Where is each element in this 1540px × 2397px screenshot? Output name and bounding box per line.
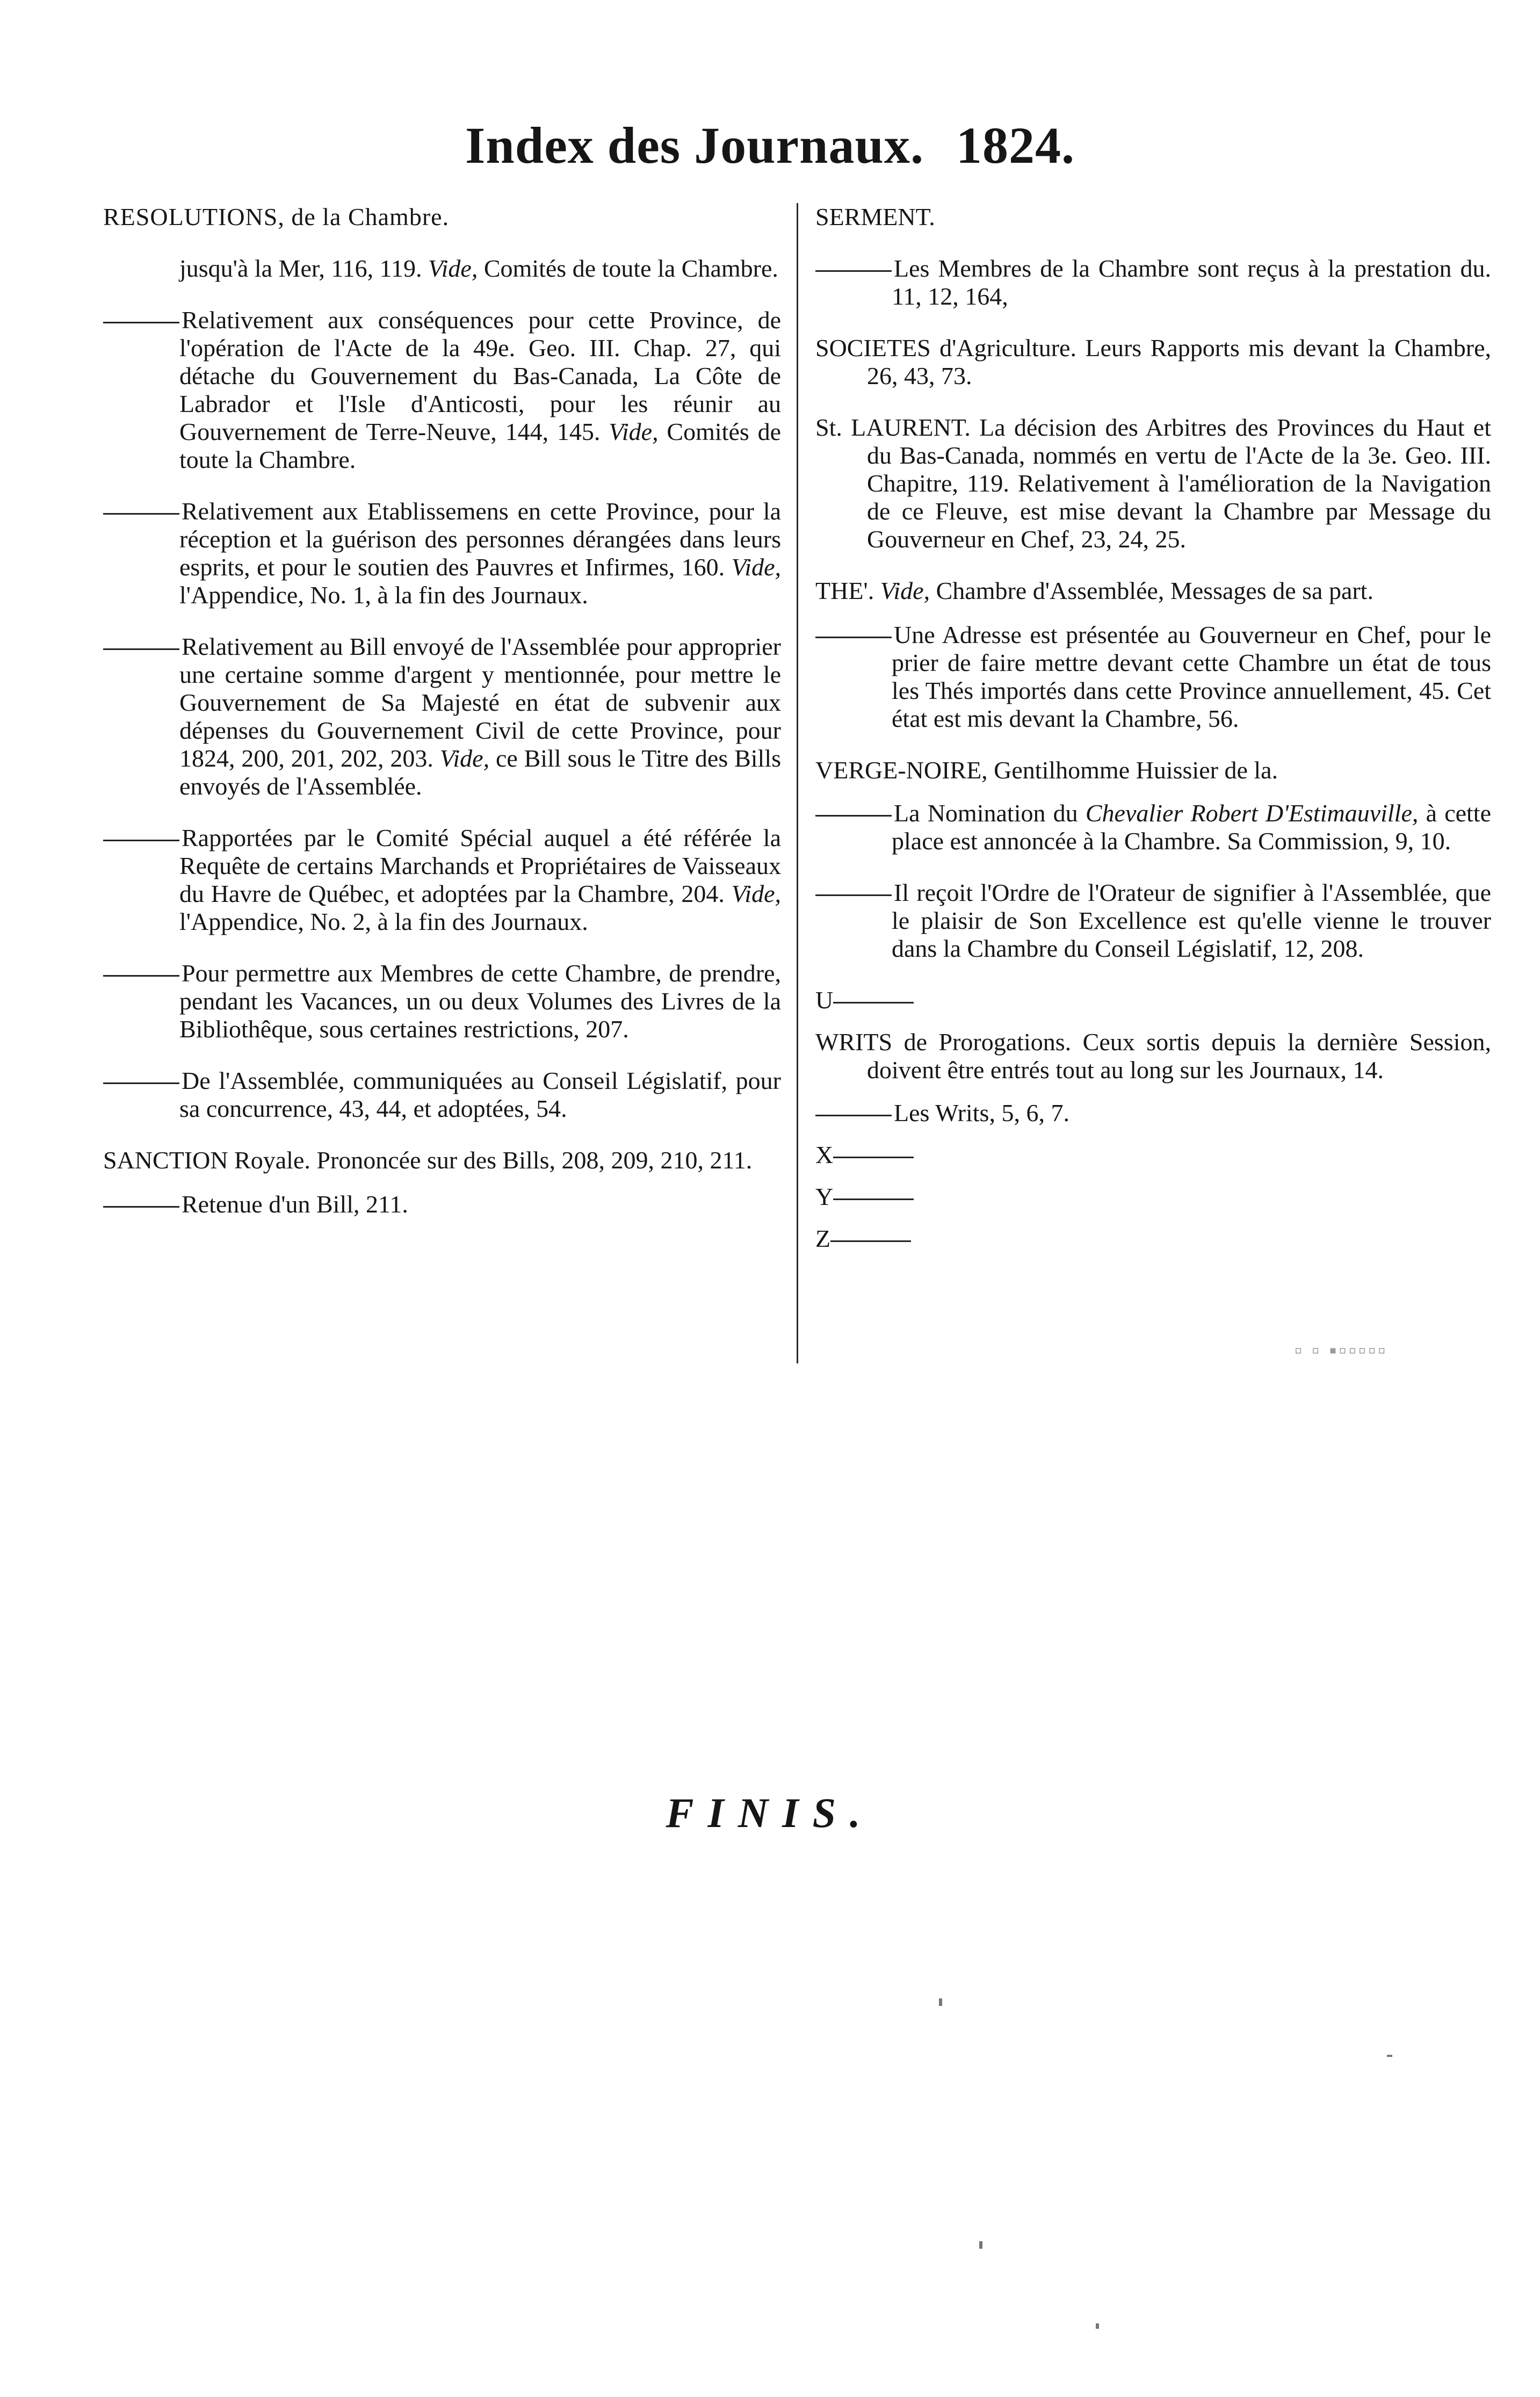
dash-rule — [103, 648, 179, 650]
faded-library-stamp: ▫ ▫ ▪▫▫▫▫▫ — [1295, 1338, 1388, 1362]
writs-heading: WRITS de Prorogations. Ceux sortis depuis la dernière Session, doivent être entrés tout au long sur les Journaux, 14. — [815, 1028, 1491, 1084]
the-entry: Une Adresse est présentée au Gouverneur en Chef, pour le prier de faire mettre devant cette Chambre un état de tous les Thés importés dans cette Province annuellement, 45. Cet état est mis devant la Chambre, 56. — [815, 621, 1491, 733]
resolutions-entry-labrador: Relativement aux conséquences pour cette Province, de l'opération de l'Acte de la 49e. Geo. III. Chap. 27, qui détache du Gouvernement du Bas-Canada, La Côte de Labrador et l'Isle d'Anticosti, pour les réunir au Gouvernement de Terre-Neuve, 144, 145. Vide, Comités de toute la Chambre. — [103, 306, 781, 474]
dash-rule — [833, 1002, 914, 1003]
left-column — [103, 203, 781, 1242]
st-laurent-heading: St. LAURENT. La décision des Arbitres des Provinces du Haut et du Bas-Canada, nommés en vertu de l'Acte de la 3e. Geo. III. Chapitre, 119. Relativement à l'amélioration de la Navigation de ce Fleuve, est mise devant la Chambre par Message du Gouverneur en Chef, 23, 24, 25. — [815, 414, 1492, 553]
paper-speck — [979, 2241, 982, 2249]
dash-rule — [833, 1157, 914, 1158]
the-heading: THE'. Vide, Chambre d'Assemblée, Messages de sa part. — [815, 577, 1373, 604]
dash-rule — [103, 1206, 179, 1208]
resolutions-entry-assemblee: De l'Assemblée, communiquées au Conseil Législatif, pour sa concurrence, 43, 44, et adoptées, 54. — [103, 1067, 781, 1123]
column-divider — [797, 203, 798, 1363]
finis-text: FINIS. — [666, 1789, 874, 1836]
paper-speck — [939, 1998, 942, 2006]
paper-speck — [1387, 2055, 1392, 2057]
paper-speck — [1096, 2323, 1099, 2329]
dash-rule — [833, 1198, 914, 1200]
societes-heading: SOCIETES d'Agriculture. Leurs Rapports mis devant la Chambre, 26, 43, 73. — [815, 334, 1491, 389]
serment-entry: Les Membres de la Chambre sont reçus à la prestation du. 11, 12, 164, — [815, 255, 1491, 311]
letter-x: X — [815, 1141, 1491, 1169]
letter-y: Y — [815, 1183, 1491, 1211]
resolutions-entry-bibliotheque: Pour permettre aux Membres de cette Chambre, de prendre, pendant les Vacances, un ou deux Volumes des Livres de la Bibliothêque, sous certaines restrictions, 207. — [103, 959, 781, 1043]
resolutions-heading: RESOLUTIONS, de la Chambre. — [103, 203, 450, 230]
resolutions-continuation: jusqu'à la Mer, 116, 119. Vide, Comités de toute la Chambre. — [179, 255, 778, 282]
resolutions-entry-marchands: Rapportées par le Comité Spécial auquel a été référée la Requête de certains Marchands et Propriétaires de Vaisseaux du Havre de Québec, et adoptées par la Chambre, 204. Vide, l'Appendice, No. 2, à la fin des Journaux. — [103, 824, 781, 936]
dash-rule — [815, 1115, 892, 1116]
dash-rule — [815, 815, 892, 817]
title-year: 1824. — [956, 117, 1075, 174]
dash-rule — [103, 840, 179, 841]
dash-rule — [815, 637, 892, 638]
dash-rule — [815, 270, 892, 272]
dash-rule — [103, 1082, 179, 1084]
right-column — [815, 203, 1491, 1267]
serment-heading: SERMENT. — [815, 203, 935, 230]
dash-rule — [103, 513, 179, 515]
dash-rule — [815, 894, 892, 896]
sanction-entry: Retenue d'un Bill, 211. — [103, 1190, 781, 1218]
dash-rule — [103, 322, 179, 323]
verge-noire-heading: VERGE-NOIRE, Gentilhomme Huissier de la. — [815, 756, 1278, 784]
title-text: Index des Journaux. — [465, 117, 924, 174]
page-title — [0, 115, 1540, 175]
letter-z: Z — [815, 1225, 1491, 1253]
letter-u: U — [815, 986, 1491, 1014]
resolutions-entry-bill: Relativement au Bill envoyé de l'Assemblée pour approprier une certaine somme d'argent y mentionnée, pour mettre le Gouvernement de Sa Majesté en état de subvenir aux dépenses du Gouvernement Civil de cette Province, pour 1824, 200, 201, 202, 203. Vide, ce Bill sous le Titre des Bills envoyés de l'Assemblée. — [103, 633, 781, 800]
dash-rule — [103, 975, 179, 977]
sanction-heading: SANCTION Royale. Prononcée sur des Bills, 208, 209, 210, 211. — [103, 1146, 753, 1174]
writs-entry: Les Writs, 5, 6, 7. — [815, 1099, 1491, 1127]
verge-noire-entry-nomination: La Nomination du Chevalier Robert D'Estimauville, à cette place est annoncée à la Chambre. Sa Commission, 9, 10. — [815, 799, 1491, 855]
verge-noire-entry-ordre: Il reçoit l'Ordre de l'Orateur de signifier à l'Assemblée, que le plaisir de Son Excellence est qu'elle vienne le trouver dans la Chambre du Conseil Législatif, 12, 208. — [815, 879, 1491, 963]
resolutions-entry-etablissemens: Relativement aux Etablissemens en cette Province, pour la réception et la guérison des personnes dérangées dans leurs esprits, et pour le soutien des Pauvres et Infirmes, 160. Vide, l'Appendice, No. 1, à la fin des Journaux. — [103, 497, 781, 609]
dash-rule — [830, 1240, 911, 1242]
